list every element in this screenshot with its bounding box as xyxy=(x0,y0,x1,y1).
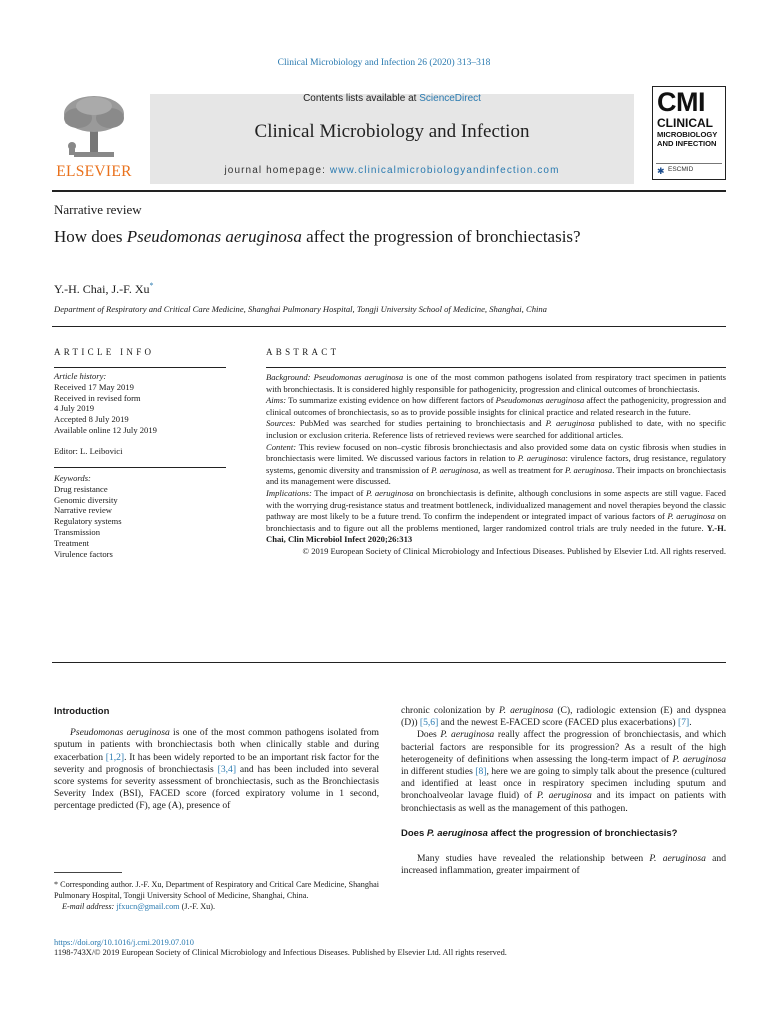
reference-link[interactable]: [7] xyxy=(678,717,690,729)
keyword-item: Narrative review xyxy=(54,505,112,516)
reference-link[interactable]: [8] xyxy=(475,766,487,778)
authors-text[interactable]: Y.-H. Chai, J.-F. Xu xyxy=(54,282,150,296)
header-rule xyxy=(52,190,726,192)
abstract-background: Background: Pseudomonas aeruginosa is one of the most common pathogens isolated from respiratory tract specimen in patients with bronchiectasis. It is considered highly responsible for pathogenicity, progression and clinical outcomes of bronchiectasis. xyxy=(266,372,726,394)
keyword-item: Genomic diversity xyxy=(54,494,118,505)
history-item: Accepted 8 July 2019 xyxy=(54,414,129,425)
body-column-left xyxy=(54,706,379,813)
footer-copyright: 1198-743X/© 2019 European Society of Clinical Microbiology and Infectious Diseases. Published by Elsevier Ltd. All rights reserved. xyxy=(54,948,507,957)
corresponding-author-footnote xyxy=(54,879,379,912)
introduction-heading: Introduction xyxy=(54,706,110,717)
escmid-star-icon: ✱ xyxy=(657,166,665,176)
keywords-label: Keywords: xyxy=(54,473,91,483)
keyword-item: Transmission xyxy=(54,526,101,537)
elsevier-wordmark: ELSEVIER xyxy=(56,163,132,180)
journal-title: Clinical Microbiology and Infection xyxy=(254,121,530,142)
abstract-bottom-rule xyxy=(52,662,726,663)
contents-line xyxy=(150,93,634,104)
abstract-heading: ABSTRACT xyxy=(266,347,340,357)
reference-link[interactable]: [1,2] xyxy=(105,751,125,763)
affiliation: Department of Respiratory and Critical Care Medicine, Shanghai Pulmonary Hospital, Tongji University School of Medicine, Shanghai, China xyxy=(54,304,547,314)
doi-link[interactable]: https://doi.org/10.1016/j.cmi.2019.07.010 xyxy=(54,938,194,947)
keyword-item: Regulatory systems xyxy=(54,516,122,527)
section-heading: Does P. aeruginosa affect the progression of bronchiectasis? xyxy=(401,827,678,839)
body-paragraph: Pseudomonas aeruginosa is one of the most common pathogens isolated from sputum in patients with bronchiectasis both when clinically stable and during exacerbation [1,2]. It has been widely reported to be an important risk factor for the severity and prognosis of bronchiectasis [3,4] and has been included into several score systems for severity assessment of bronchiectasis, such as the Bronchiectasis Severity Index (BSI), FACED score (forced expiratory volume in 1 second, percentage predicted (F), age (A), presence of xyxy=(54,727,380,812)
escmid-label: ESCMID xyxy=(668,166,694,173)
article-type: Narrative review xyxy=(54,202,142,217)
homepage-line xyxy=(150,165,634,176)
body-column-right xyxy=(401,705,726,877)
keywords-rule xyxy=(54,467,226,468)
history-item: Received 17 May 2019 xyxy=(54,381,134,392)
journal-citation[interactable]: Clinical Microbiology and Infection 26 (2020) 313–318 xyxy=(277,58,491,68)
article-info-heading: ARTICLE INFO xyxy=(54,347,155,357)
contents-prefix: Contents lists available at xyxy=(303,93,420,104)
cmi-logo-clinical: CLINICAL xyxy=(657,116,713,130)
article-history xyxy=(54,371,226,436)
sciencedirect-link[interactable]: ScienceDirect xyxy=(419,93,481,104)
footnote-rule xyxy=(54,872,122,873)
tree-icon xyxy=(52,92,136,164)
keyword-item: Drug resistance xyxy=(54,483,108,494)
reference-link[interactable]: [3,4] xyxy=(217,763,237,775)
journal-homepage-link[interactable]: www.clinicalmicrobiologyandinfection.com xyxy=(329,165,560,176)
keyword-item: Treatment xyxy=(54,537,90,548)
author-list xyxy=(54,281,154,297)
abstract-citation: Y.-H. Chai, Clin Microbiol Infect 2020;26:313 xyxy=(266,522,726,545)
abstract-rule xyxy=(266,367,726,368)
escmid-logo xyxy=(656,163,722,176)
reference-link[interactable]: [5,6] xyxy=(419,717,439,729)
abstract-content: Content: This review focused on non–cystic fibrosis bronchiectasis and also provided some data on cystic fibrosis when studies in bronchiectasis were limited. We discussed various factors in relation to P. aeruginosa: virulence factors, drug resistance, regulatory systems, genomic diversity and transmission of P. aeruginosa, as well as treatment for P. aeruginosa. Their impacts on bronchiectasis and its management were discussed. xyxy=(266,441,726,487)
editor-line: Editor: L. Leibovici xyxy=(54,446,123,456)
cmi-logo-big: CMI xyxy=(657,87,705,117)
body-paragraph: Many studies have revealed the relationship between P. aeruginosa and increased inflammation, greater impairment of xyxy=(401,853,726,877)
abstract-body xyxy=(266,372,726,558)
cmi-journal-logo xyxy=(652,86,726,180)
keywords xyxy=(54,473,226,559)
history-item: Received in revised form xyxy=(54,392,141,403)
corresponding-author-mark[interactable]: * xyxy=(149,281,154,290)
footnote-text: * Corresponding author. J.-F. Xu, Department of Respiratory and Critical Care Medicine, Shanghai Pulmonary Hospital, Tongji University School of Medicine, Shanghai, China. xyxy=(54,880,379,900)
history-item: Available online 12 July 2019 xyxy=(54,424,157,435)
cmi-logo-subtitle: MICROBIOLOGY AND INFECTION xyxy=(657,130,718,148)
keyword-item: Virulence factors xyxy=(54,548,113,559)
history-item: 4 July 2019 xyxy=(54,403,95,414)
abstract-implications: Implications: The impact of P. aeruginosa on bronchiectasis is definite, although conclusions in some aspects are still vague. Faced with the worrying drug-resistance status and treatment bottleneck, individualized management and novel therapies beyond the classic pathway are most likely to be a future trend. To confirm the independent or integrated impact of various factors of P. aeruginosa on bronchiectasis and to figure out all the problems mentioned, larger randomized control trials are truly needed in the future. Y.-H. Chai, Clin Microbiol Infect 2020;26:313 xyxy=(266,487,726,545)
homepage-prefix: journal homepage: xyxy=(224,165,330,176)
history-label: Article history: xyxy=(54,371,107,381)
article-info-rule xyxy=(54,367,226,368)
abstract-sources: Sources: PubMed was searched for studies pertaining to bronchiectasis and P. aeruginosa published to date, with no specific inclusion or exclusion criteria. Reference lists of retrieved reviews were searched for additional articles. xyxy=(266,418,726,440)
body-paragraph: Does P. aeruginosa really affect the progression of bronchiectasis, and which bacterial factors are responsible for its progression? As a result of the high heterogeneity of definitions when assessing the long-term impact of P. aeruginosa in different studies [8], here we are going to simply talk about the presence (cultured and identified at least once in respiratory specimen including sputum and bronchoalveolar lavage fluid) of P. aeruginosa and its impact on patients with bronchiectasis as well as the management of this pathogen. xyxy=(401,729,727,814)
footnote-email: E-mail address: jfxucn@gmail.com (J.-F. Xu). xyxy=(62,902,216,911)
abstract-copyright: © 2019 European Society of Clinical Microbiology and Infectious Diseases. Published by Elsevier Ltd. All rights reserved. xyxy=(302,545,726,556)
article-title: How does Pseudomonas aeruginosa affect the progression of bronchiectasis? xyxy=(54,227,581,246)
abstract-aims: Aims: To summarize existing evidence on how different factors of Pseudomonas aeruginosa affect the pathogenicity, progression and clinical outcomes of bronchiectasis, so as to provide possible insights for clinical practice and related research in the future. xyxy=(266,395,727,417)
body-paragraph: chronic colonization by P. aeruginosa (C), radiologic extension (E) and dyspnea (D)) [5,6] and the newest E-FACED score (FACED plus exacerbations) [7]. xyxy=(401,705,727,729)
section-rule xyxy=(52,326,726,327)
email-link[interactable]: jfxucn@gmail.com xyxy=(116,902,180,911)
